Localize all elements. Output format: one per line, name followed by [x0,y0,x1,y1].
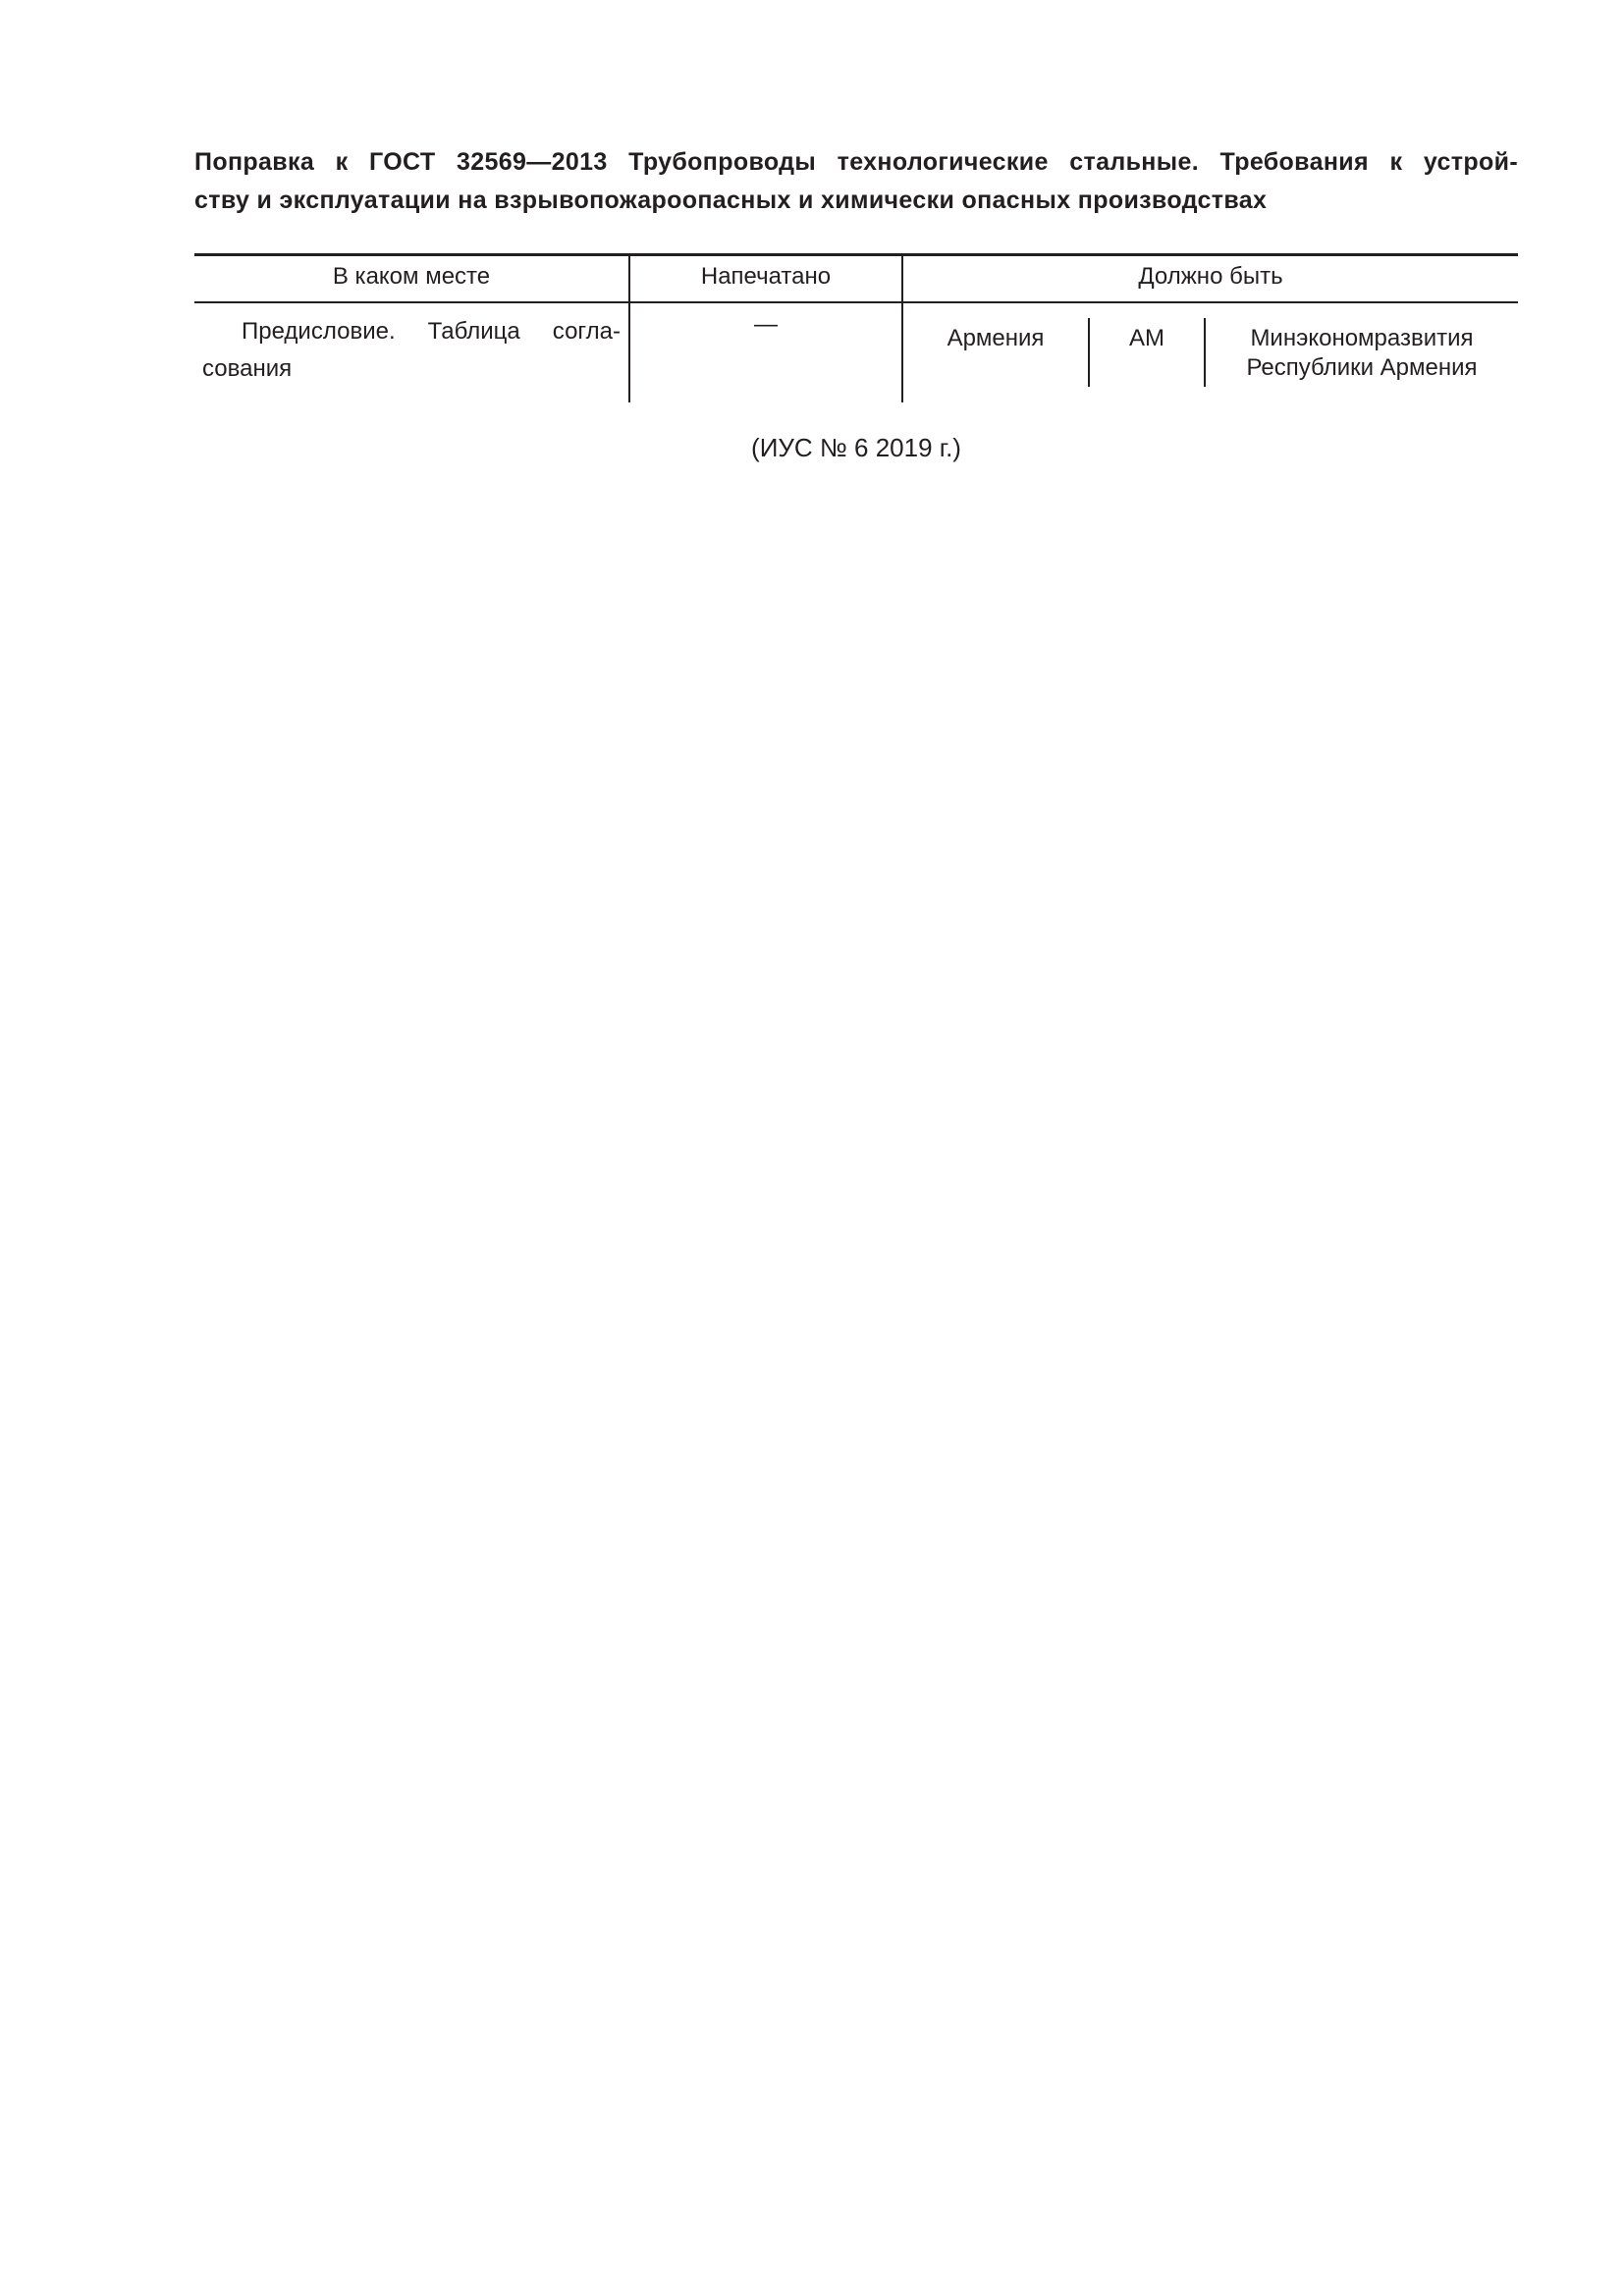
header-place: В каком месте [332,263,491,290]
correction-table [194,253,1518,402]
header-should-be: Должно быть [1138,263,1283,290]
table-cell-country-code: AM [1129,325,1164,351]
document-title-line-1: Поправка к ГОСТ 32569—2013 Трубопроводы технологические стальные. Требования к устрой- [194,148,1518,176]
document-title [194,143,1518,220]
header-printed: Напечатано [700,263,832,290]
organization-line-1: Минэкономразвития [1250,325,1474,351]
table-top-rule [194,253,1518,256]
table-header-rule [194,301,1518,303]
document-title-line-2: ству и эксплуатации на взрывопожароопасных и химически опасных производствах [194,187,1268,214]
ius-reference: (ИУС № 6 2019 г.) [751,433,961,462]
table-cell-organization [1206,324,1518,383]
table-cell-country: Армения [947,325,1045,351]
table-cell-place: Предисловие. Таблица согла-сования [202,318,621,382]
organization-line-2: Республики Армения [1246,354,1478,381]
table-cell-printed: — [754,311,778,338]
